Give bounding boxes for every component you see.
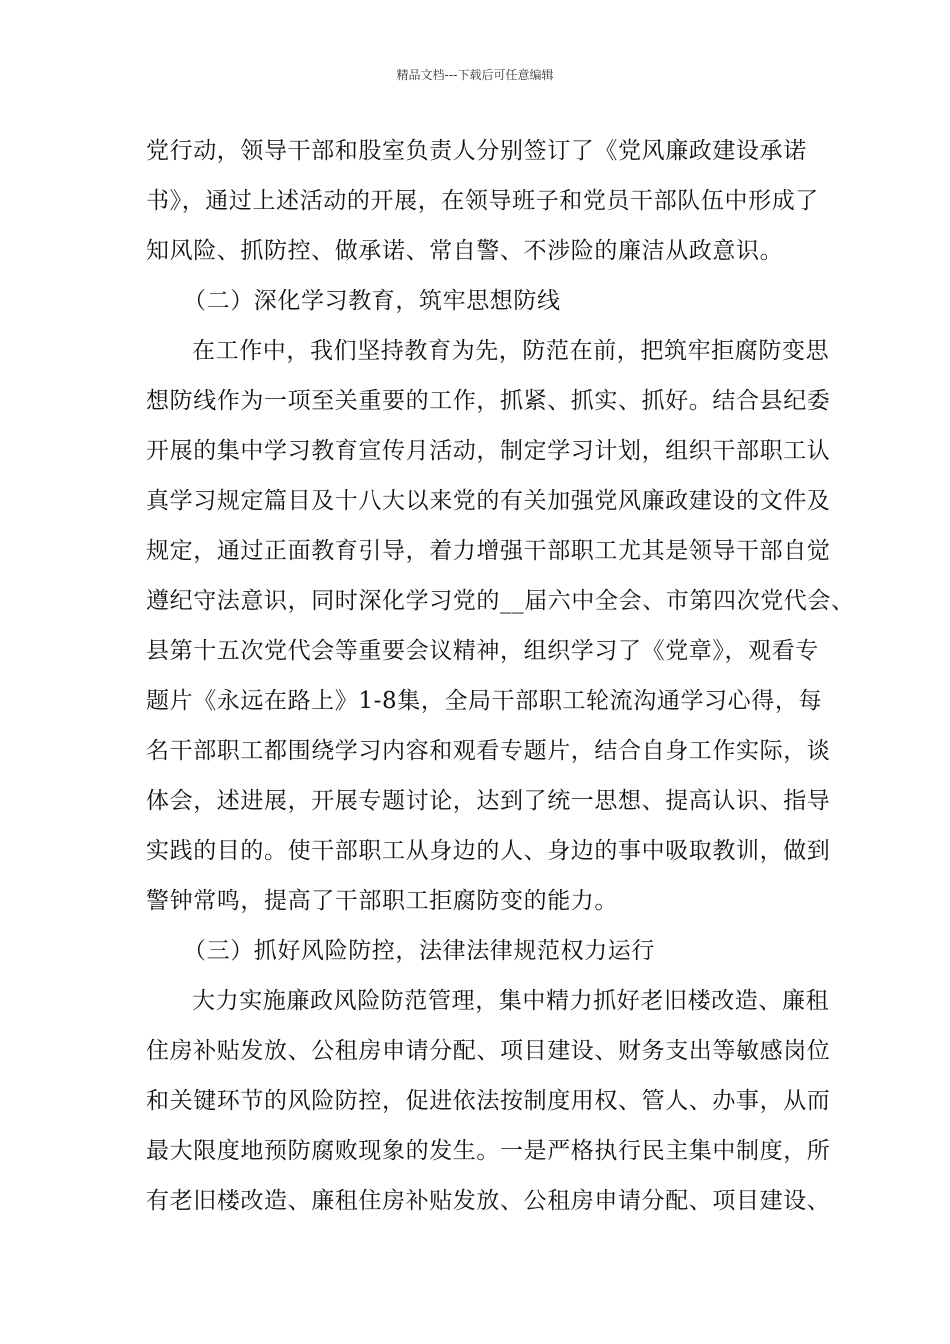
paragraph-first-line: 大力实施廉政风险防范管理，集中精力抓好老旧楼改造、廉租	[192, 988, 830, 1014]
text-line: 党行动，领导干部和股室负责人分别签订了《党风廉政建设承诺	[146, 138, 807, 164]
text-line: 规定，通过正面教育引导，着力增强干部职工尤其是领导干部自觉	[146, 538, 831, 564]
text-line: 实践的目的。使干部职工从身边的人、身边的事中吸取教训，做到	[146, 838, 831, 864]
text-line: 书》，通过上述活动的开展，在领导班子和党员干部队伍中形成了	[146, 188, 819, 214]
text-line: 遵纪守法意识，同时深化学习党的__届六中全会、市第四次党代会、	[146, 588, 855, 614]
text-line: 县第十五次党代会等重要会议精神，组织学习了《党章》，观看专	[146, 638, 819, 664]
text-line: 最大限度地预防腐败现象的发生。一是严格执行民主集中制度，所	[146, 1138, 831, 1164]
section-heading: （二）深化学习教育，筑牢思想防线	[183, 288, 561, 314]
text-line: 警钟常鸣，提高了干部职工拒腐防变的能力。	[146, 888, 618, 914]
text-line: 知风险、抓防控、做承诺、常自警、不涉险的廉洁从政意识。	[146, 238, 784, 264]
section-heading: （三）抓好风险防控，法律法律规范权力运行	[183, 938, 655, 964]
document-body	[146, 126, 855, 1226]
paragraph-first-line: 在工作中，我们坚持教育为先，防范在前，把筑牢拒腐防变思	[192, 338, 830, 364]
text-line: 住房补贴发放、公租房申请分配、项目建设、财务支出等敏感岗位	[146, 1038, 831, 1064]
text-line: 真学习规定篇目及十八大以来党的有关加强党风廉政建设的文件及	[146, 488, 831, 514]
text-line: 开展的集中学习教育宣传月活动，制定学习计划，组织干部职工认	[146, 438, 831, 464]
text-line: 有老旧楼改造、廉租住房补贴发放、公租房申请分配、项目建设、	[146, 1188, 831, 1214]
text-line: 体会，述进展，开展专题讨论，达到了统一思想、提高认识、指导	[146, 788, 831, 814]
text-line: 和关键环节的风险防控，促进依法按制度用权、管人、办事，从而	[146, 1088, 831, 1114]
text-line: 题片《永远在路上》1-8集，全局干部职工轮流沟通学习心得，每	[146, 688, 823, 714]
text-line: 名干部职工都围绕学习内容和观看专题片，结合自身工作实际，谈	[146, 738, 831, 764]
page-header: 精品文档---下载后可任意编辑	[396, 68, 554, 82]
text-line: 想防线作为一项至关重要的工作，抓紧、抓实、抓好。结合县纪委	[146, 388, 831, 414]
